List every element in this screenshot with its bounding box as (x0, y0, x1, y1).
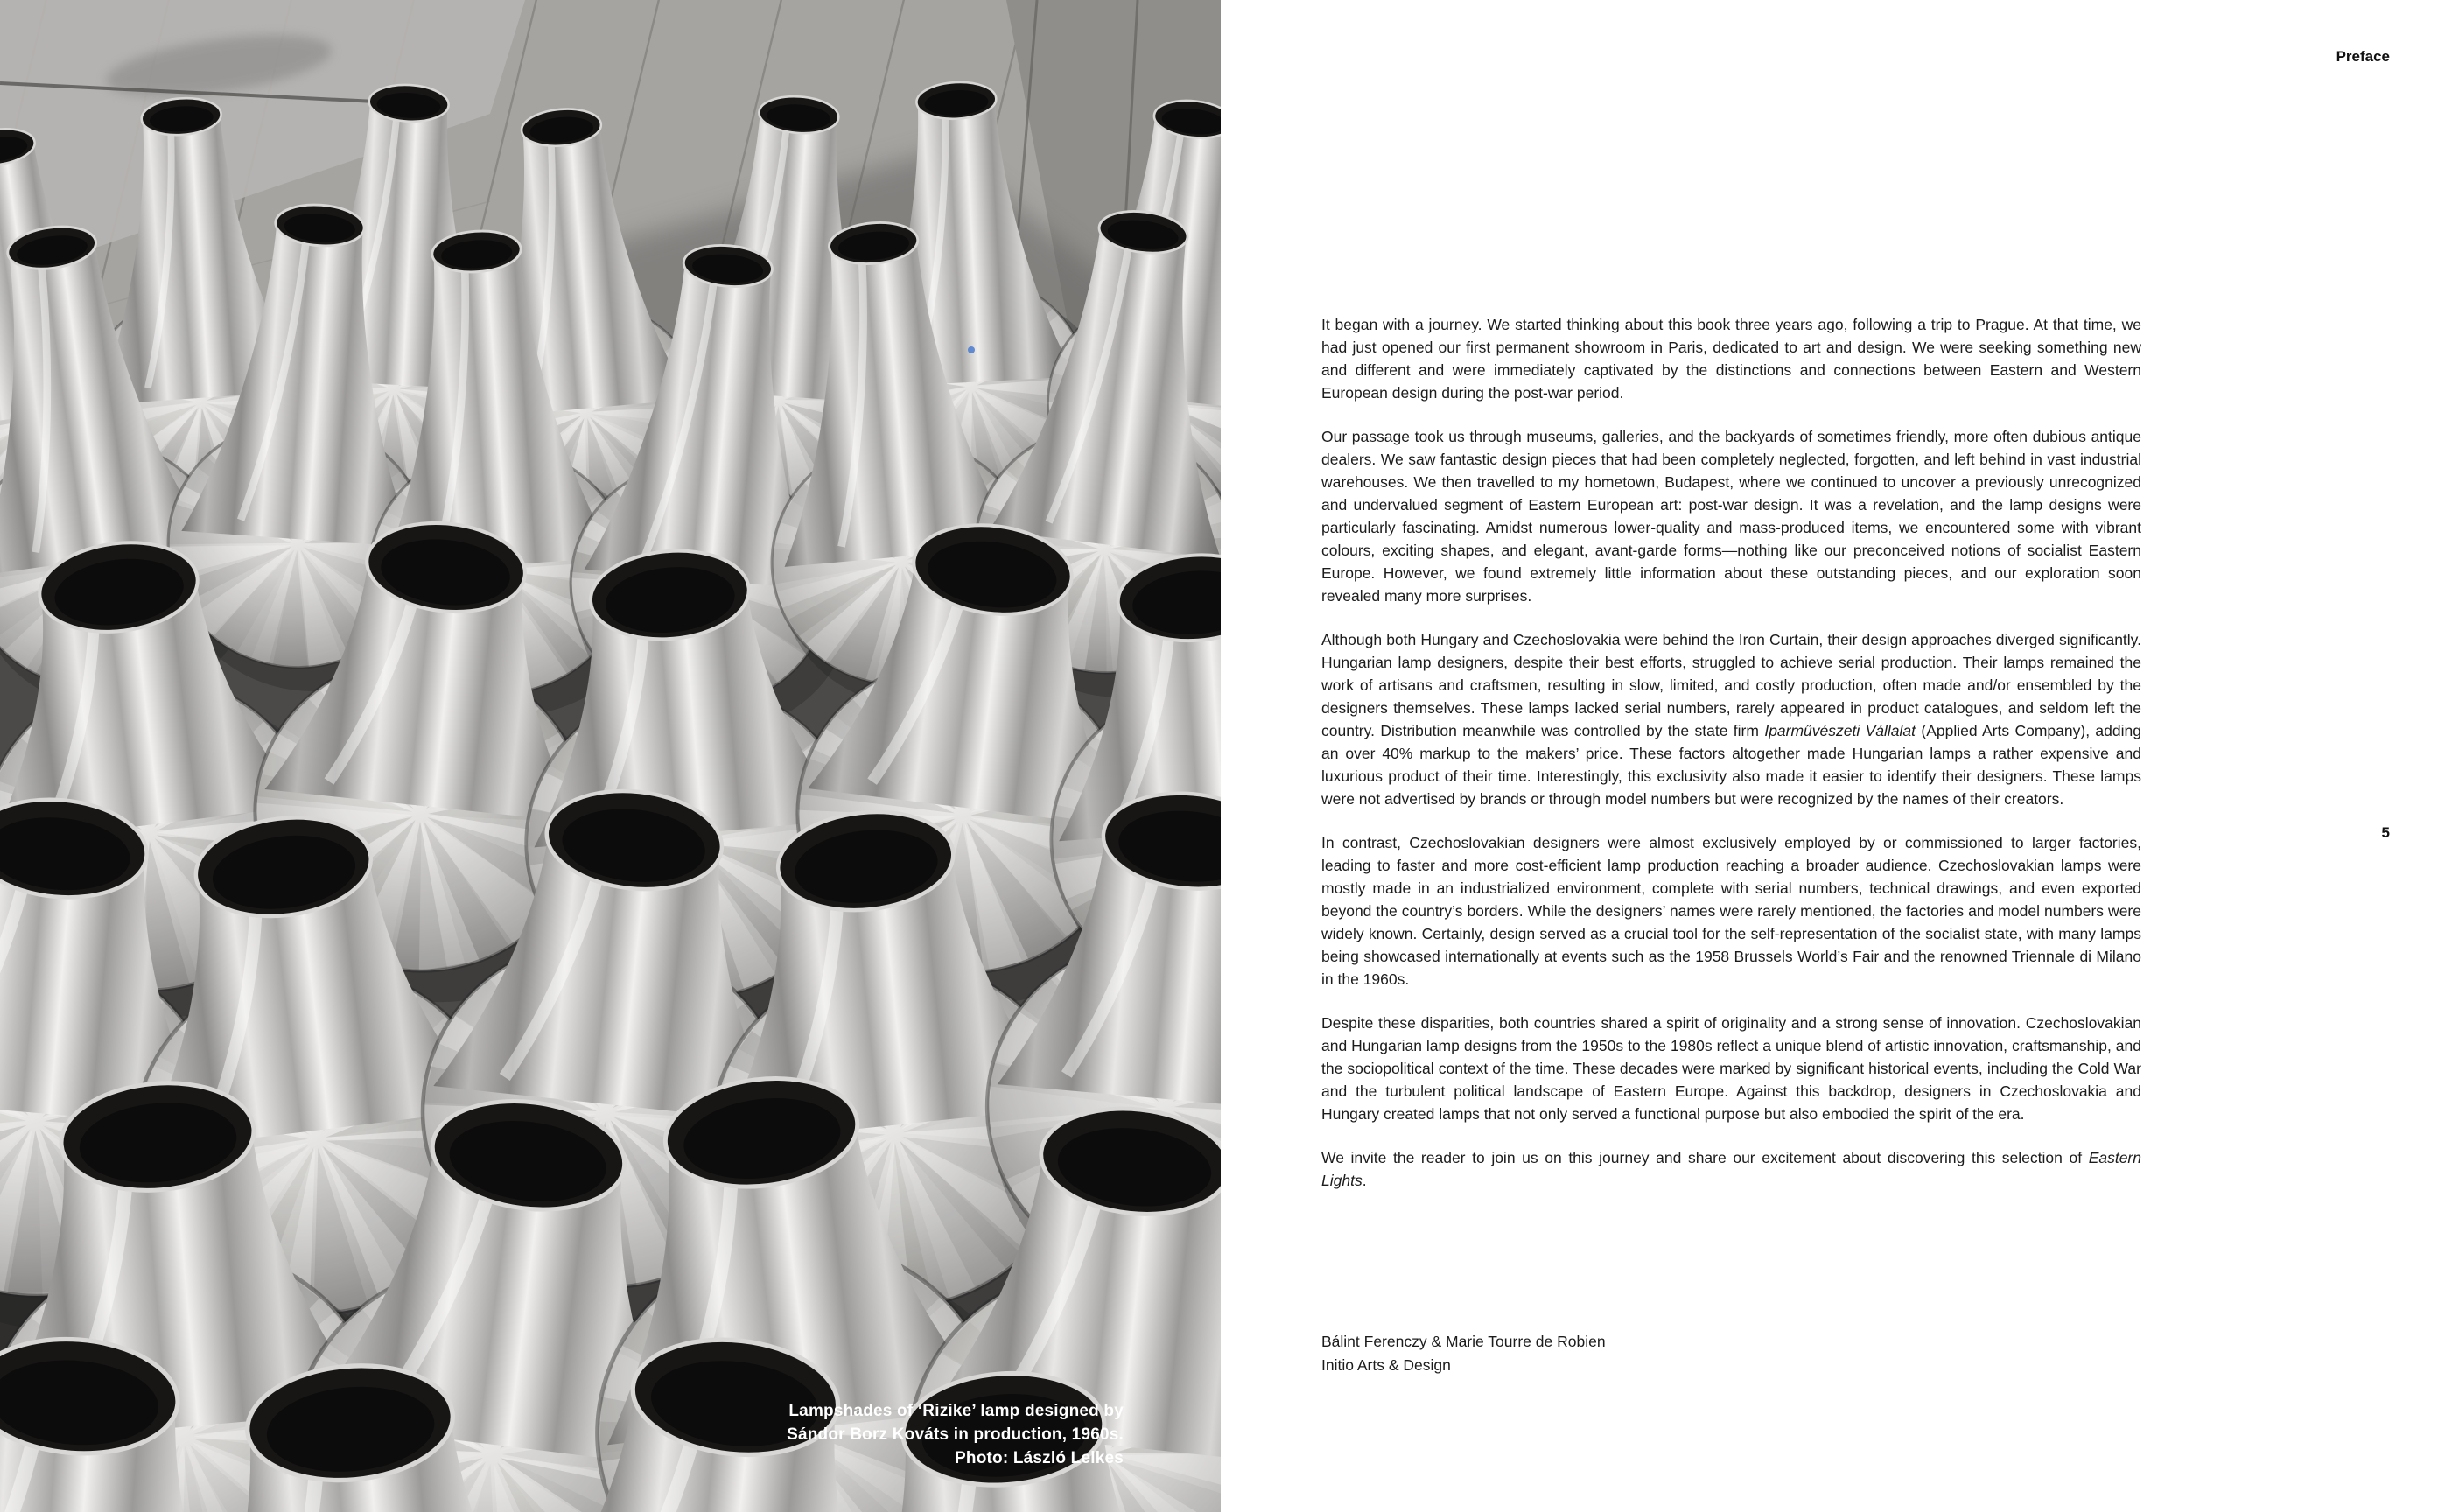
caption-line: Sándor Borz Kováts in production, 1960s. (787, 1425, 1124, 1444)
paragraph: It began with a journey. We started thinking about this book three years ago, following a trip to Prague. At that time, we had just opened our first permanent showroom in Paris, dedicated to art and design. We were seeking something new and different and were immediately captivated by the distinctions and connections between Eastern and Western European design during the post-war period. (1321, 316, 2141, 402)
paragraph: Our passage took us through museums, galleries, and the backyards of sometimes friendly, more often dubious antique dealers. We saw fantastic design pieces that had been completely neglected, forgotten, and left behind in vast industrial warehouses. We then travelled to my hometown, Budapest, where we continued to uncover a previously unrecognized and undervalued segment of Eastern European art: post-war design. It was a revelation, and the lamp designs were particularly fascinating. Amidst numerous lower-quality and mass-produced items, we encountered some with vibrant colours, exciting shapes, and elegant, avant-garde forms—nothing like our preconceived notions of socialist Eastern Europe. However, we found extremely little information about these outstanding pieces, and our exploration soon revealed many more surprises. (1321, 428, 2141, 605)
paragraph: In contrast, Czechoslovakian designers were almost exclusively employed by or commissioned to larger factories, leading to faster and more cost-efficient lamp production reaching a broader audience. Czechoslovakian lamps were mostly made in an industrialized environment, complete with serial numbers, technical drawings, and even exported beyond the country’s borders. While the designers’ names were rarely mentioned, the factories and model numbers were widely known. Certainly, design served as a crucial tool for the self-representation of the socialist state, with many lamps being showcased internationally at events such as the 1958 Brussels World’s Fair and the renowned Triennale di Milano in the 1960s. (1321, 834, 2141, 988)
signature-block (1321, 1330, 1606, 1377)
page-number: 5 (2381, 824, 2390, 841)
paragraph: Although both Hungary and Czechoslovakia were behind the Iron Curtain, their design approaches diverged significantly. Hungarian lamp designers, despite their best efforts, struggled to achieve serial production. Their lamps remained the work of artisans and craftsmen, resulting in slow, limited, and costly production, often made and/or ensembled by the designers themselves. These lamps lacked serial numbers, rarely appeared in product catalogues, and seldom left the country. Distribution meanwhile was controlled by the state firm Iparművészeti Vállalat (Applied Arts Company), adding an over 40% markup to the makers’ price. These factors altogether made Hungarian lamps a rather expensive and luxurious product of their time. Interestingly, this exclusivity also made it easier to identify their designers. These lamps were not advertised by brands or through model numbers but were recognized by the names of their creators. (1321, 631, 2141, 808)
caption-line: Photo: László Lelkes (955, 1449, 1124, 1467)
paragraph: We invite the reader to join us on this journey and share our excitement about discovering this selection of Eastern Lights. (1321, 1149, 2141, 1189)
signature-authors: Bálint Ferenczy & Marie Tourre de Robien (1321, 1333, 1606, 1350)
photo-caption (787, 1399, 1124, 1470)
signature-studio: Initio Arts & Design (1321, 1356, 1451, 1374)
preface-paragraphs (1321, 313, 2141, 1213)
caption-line: Lampshades of ‘Rizike’ lamp designed by (788, 1402, 1124, 1420)
blue-speck (968, 346, 975, 354)
paragraph: Despite these disparities, both countries shared a spirit of originality and a strong sense of innovation. Czechoslovakian and Hungarian lamp designs from the 1950s to the 1980s reflect a unique blend of artistic innovation, craftsmanship, and the sociopolitical context of the time. These decades were marked by significant historical events, including the Cold War and the turbulent political landscape of Eastern Europe. Against this backdrop, designers in Czechoslovakia and Hungary created lamps that not only served a functional purpose but also embodied the spirit of the era. (1321, 1014, 2141, 1123)
page-header-label: Preface (2336, 48, 2390, 65)
